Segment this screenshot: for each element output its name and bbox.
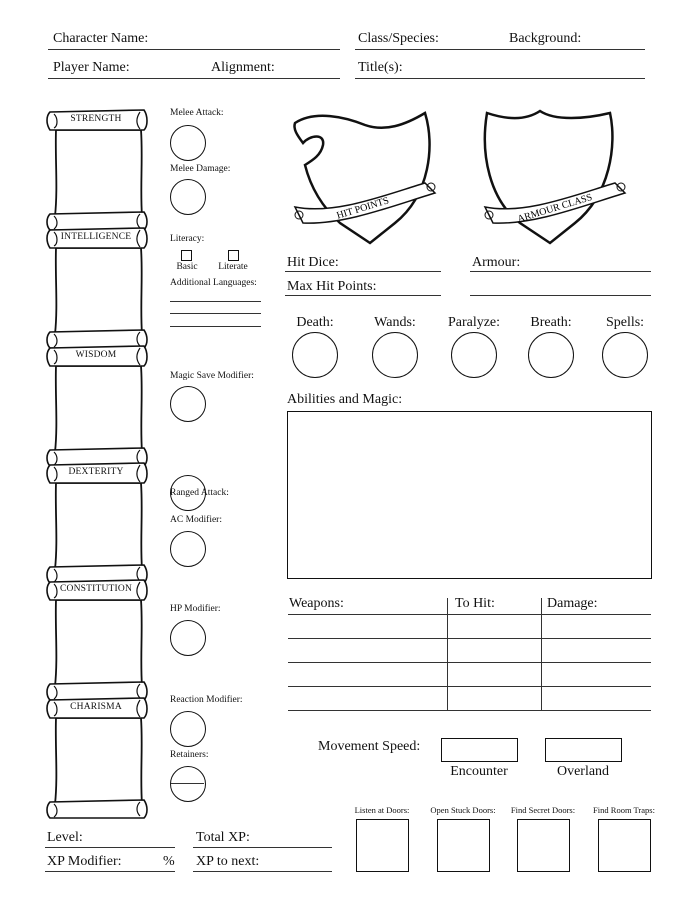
skill-box[interactable] (356, 819, 409, 872)
armour-class-label: ARMOUR CLASS (516, 191, 594, 226)
class-species-label: Class/Species: (358, 31, 439, 46)
scroll-body (55, 483, 142, 569)
melee-attack-circle[interactable] (170, 125, 206, 161)
percent-sign: % (163, 854, 175, 869)
titles-label: Title(s): (358, 60, 403, 75)
retainers-label: Retainers: (170, 750, 209, 760)
save-label: Breath: (530, 315, 572, 330)
skill-label: Find Room Traps: (593, 805, 655, 815)
save-label: Death: (296, 315, 334, 330)
retainers-circle[interactable] (170, 766, 206, 802)
melee-attack-label: Melee Attack: (170, 108, 224, 118)
alignment-label: Alignment: (211, 60, 275, 75)
scroll-body (55, 600, 142, 686)
literacy-label: Literacy: (170, 234, 205, 244)
skill-label: Open Stuck Doors: (430, 805, 496, 815)
character-name-label: Character Name: (53, 31, 149, 46)
titles-field[interactable] (355, 78, 645, 79)
scroll-body (55, 248, 142, 334)
weapons-header: Weapons: (289, 596, 344, 611)
save-circle[interactable] (372, 332, 418, 378)
encounter-label: Encounter (450, 764, 508, 779)
literate-checkbox[interactable] (228, 250, 239, 261)
stat-name: WISDOM (75, 350, 117, 360)
basic-checkbox[interactable] (181, 250, 192, 261)
abilities-box[interactable] (287, 411, 652, 579)
skill-box[interactable] (517, 819, 570, 872)
literate-label: Literate (218, 262, 248, 272)
table-row[interactable] (288, 638, 651, 639)
language-line[interactable] (170, 301, 261, 302)
scroll-bottom-roll (47, 800, 147, 818)
overland-box[interactable] (545, 738, 622, 762)
skill-box[interactable] (437, 819, 490, 872)
language-line[interactable] (170, 313, 261, 314)
character-name-field[interactable] (48, 49, 340, 50)
to-hit-header: To Hit: (455, 596, 495, 611)
hit-dice-label: Hit Dice: (287, 255, 339, 270)
stat-name: CONSTITUTION (59, 584, 133, 594)
melee-damage-circle[interactable] (170, 179, 206, 215)
table-row[interactable] (288, 686, 651, 687)
hp-modifier-circle[interactable] (170, 620, 206, 656)
encounter-box[interactable] (441, 738, 518, 762)
skill-box[interactable] (598, 819, 651, 872)
hp-modifier-label: HP Modifier: (170, 604, 221, 614)
damage-header: Damage: (547, 596, 598, 611)
armour-field[interactable] (470, 271, 651, 272)
max-hp-label: Max Hit Points: (287, 279, 377, 294)
movement-speed-label: Movement Speed: (318, 739, 421, 754)
save-label: Wands: (374, 315, 416, 330)
table-row[interactable] (288, 710, 651, 711)
xp-next-field[interactable] (193, 871, 332, 872)
player-alignment-field[interactable] (48, 78, 340, 79)
table-row[interactable] (288, 662, 651, 663)
armour-label: Armour: (472, 255, 521, 270)
save-circle[interactable] (602, 332, 648, 378)
stat-scroll-charisma[interactable] (44, 696, 154, 820)
scroll-body (55, 130, 142, 216)
language-line[interactable] (170, 326, 261, 327)
stat-name: INTELLIGENCE (60, 232, 132, 242)
skill-label: Find Secret Doors: (510, 805, 576, 815)
save-label: Spells: (605, 315, 645, 330)
level-label: Level: (47, 830, 83, 845)
hit-points-shield[interactable] (285, 105, 445, 250)
magic-save-label: Magic Save Modifier: (170, 371, 254, 381)
armour-class-shield[interactable] (475, 105, 635, 250)
total-xp-label: Total XP: (196, 830, 250, 845)
stat-name: STRENGTH (70, 114, 122, 124)
overland-label: Overland (556, 764, 610, 779)
xp-modifier-label: XP Modifier: (47, 854, 122, 869)
xp-modifier-field[interactable] (45, 871, 175, 872)
melee-damage-label: Melee Damage: (170, 164, 231, 174)
save-circle[interactable] (292, 332, 338, 378)
stat-scroll-strength[interactable] (44, 108, 154, 232)
stat-scroll-wisdom[interactable] (44, 344, 154, 468)
ac-modifier-circle[interactable] (170, 531, 206, 567)
ranged-attack-label: Ranged Attack: (170, 488, 229, 498)
ac-modifier-label: AC Modifier: (170, 515, 222, 525)
scroll-body (55, 718, 142, 804)
reaction-modifier-circle[interactable] (170, 711, 206, 747)
save-label: Paralyze: (447, 315, 501, 330)
stat-scroll-constitution[interactable] (44, 578, 154, 702)
total-xp-field[interactable] (193, 847, 332, 848)
ranged-attack-circle[interactable] (170, 475, 206, 511)
stat-name: CHARISMA (70, 702, 122, 712)
magic-save-circle[interactable] (170, 386, 206, 422)
stat-scroll-intelligence[interactable] (44, 226, 154, 350)
stat-name: DEXTERITY (68, 467, 124, 477)
save-circle[interactable] (528, 332, 574, 378)
stat-scroll-dexterity[interactable] (44, 461, 154, 585)
armour-field-2[interactable] (470, 295, 651, 296)
player-name-label: Player Name: (53, 60, 130, 75)
hit-points-label: HIT POINTS (335, 195, 391, 222)
class-background-field[interactable] (355, 49, 645, 50)
save-circle[interactable] (451, 332, 497, 378)
skill-label: Listen at Doors: (354, 805, 410, 815)
level-field[interactable] (45, 847, 175, 848)
basic-label: Basic (176, 262, 198, 272)
background-label: Background: (509, 31, 582, 46)
additional-languages-label: Additional Languages: (170, 278, 257, 288)
scroll-body (55, 366, 142, 452)
abilities-label: Abilities and Magic: (287, 392, 403, 407)
hit-dice-field[interactable] (285, 271, 441, 272)
reaction-modifier-label: Reaction Modifier: (170, 695, 243, 705)
table-row[interactable] (288, 614, 651, 615)
max-hp-field[interactable] (285, 295, 441, 296)
xp-next-label: XP to next: (196, 854, 260, 869)
